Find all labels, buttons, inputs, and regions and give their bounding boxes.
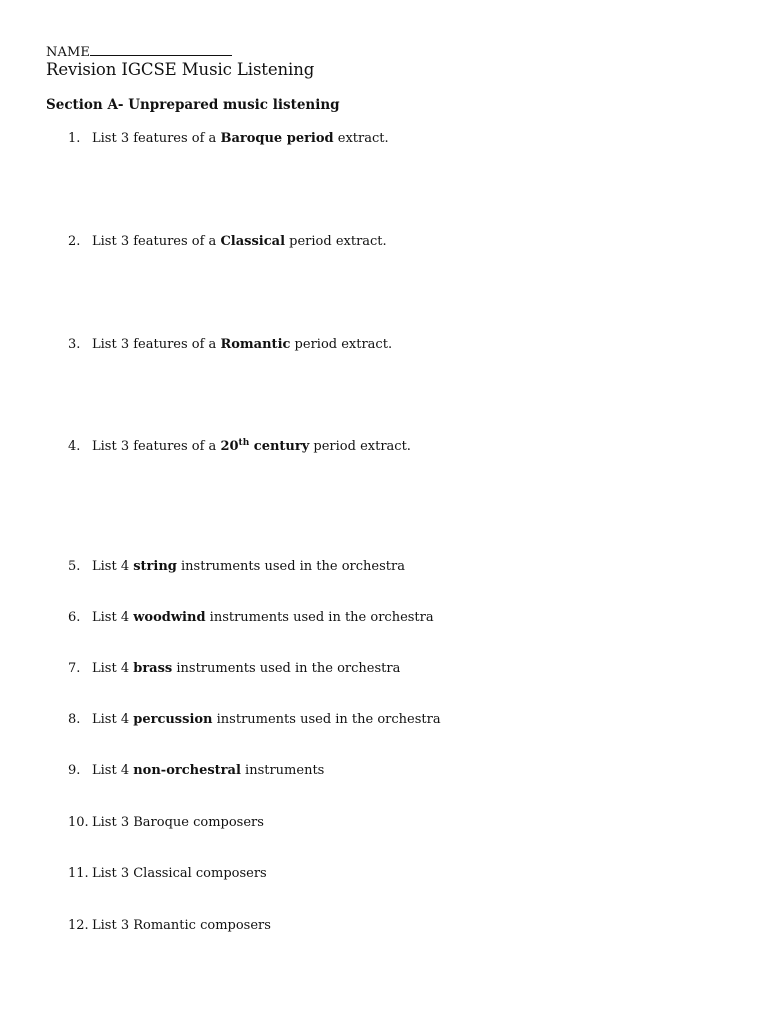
question-text-end: instruments used in the orchestra — [172, 661, 401, 676]
question-emphasis-2: century — [249, 439, 310, 454]
name-blank-line[interactable] — [90, 42, 232, 56]
question-text: List 3 features of a — [92, 131, 221, 146]
question-text-end: instruments used in the orchestra — [205, 610, 434, 625]
question-text: List 4 — [92, 610, 134, 625]
question-10 — [68, 815, 264, 830]
ordinal-superscript: th — [238, 438, 250, 448]
question-number: 2. — [68, 234, 81, 249]
question-text: List 3 Baroque composers — [92, 815, 264, 830]
question-4 — [68, 439, 411, 454]
question-text: List 3 Classical composers — [92, 866, 267, 881]
question-text-end: period extract. — [309, 439, 411, 454]
question-emphasis: non-orchestral — [133, 763, 241, 778]
question-text: List 4 — [92, 712, 134, 727]
question-number: 5. — [68, 559, 81, 574]
question-7 — [68, 661, 400, 676]
question-number: 7. — [68, 661, 81, 676]
question-3 — [68, 337, 392, 352]
question-number: 1. — [68, 131, 81, 146]
question-emphasis: Classical — [220, 234, 286, 249]
question-number: 4. — [68, 439, 81, 454]
question-emphasis: Romantic — [220, 337, 291, 352]
question-text-end: period extract. — [290, 337, 393, 352]
page-title: Revision IGCSE Music Listening — [46, 60, 315, 79]
question-11 — [68, 866, 267, 881]
question-text: List 3 Romantic composers — [92, 918, 271, 933]
question-number: 8. — [68, 712, 81, 727]
question-text-end: extract. — [333, 131, 389, 146]
question-emphasis: Baroque period — [220, 131, 334, 146]
name-field[interactable] — [46, 42, 232, 60]
question-text: List 3 features of a — [92, 337, 221, 352]
question-text-end: period extract. — [285, 234, 387, 249]
question-text: List 4 — [92, 661, 134, 676]
question-text: List 4 — [92, 763, 134, 778]
question-number: 11. — [68, 866, 89, 881]
question-text-end: instruments used in the orchestra — [176, 559, 405, 574]
question-6 — [68, 610, 434, 625]
question-5 — [68, 559, 405, 574]
question-text: List 4 — [92, 559, 134, 574]
question-9 — [68, 763, 324, 778]
question-number: 6. — [68, 610, 81, 625]
question-text: List 3 features of a — [92, 439, 221, 454]
question-emphasis: 20 — [220, 439, 239, 454]
question-number: 3. — [68, 337, 81, 352]
question-emphasis: percussion — [133, 712, 213, 727]
question-text: List 3 features of a — [92, 234, 221, 249]
question-12 — [68, 918, 271, 933]
question-emphasis: woodwind — [133, 610, 206, 625]
question-emphasis: brass — [133, 661, 173, 676]
question-8 — [68, 712, 441, 727]
question-text-end: instruments — [240, 763, 325, 778]
question-number: 10. — [68, 815, 89, 830]
question-2 — [68, 234, 387, 249]
name-label: NAME — [46, 45, 90, 60]
question-number: 12. — [68, 918, 89, 933]
question-text-end: instruments used in the orchestra — [212, 712, 441, 727]
question-1 — [68, 131, 389, 146]
question-emphasis: string — [133, 559, 177, 574]
section-heading: Section A- Unprepared music listening — [46, 97, 340, 113]
question-number: 9. — [68, 763, 81, 778]
